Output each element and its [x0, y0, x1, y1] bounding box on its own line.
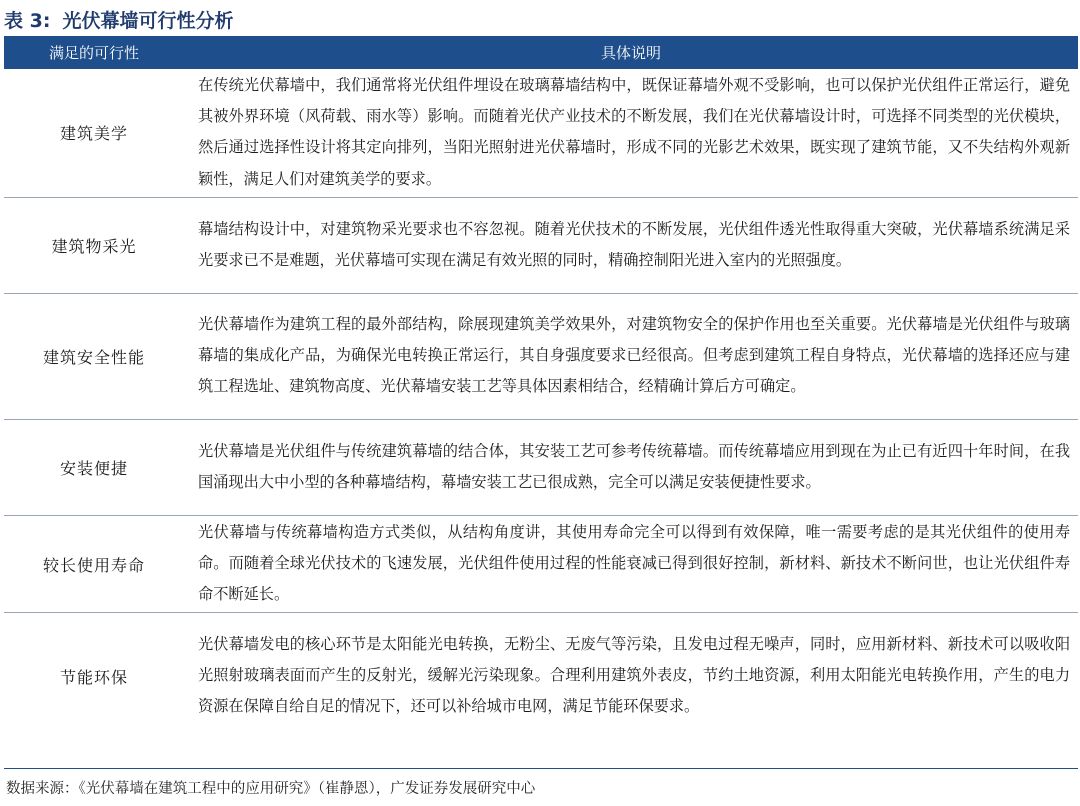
table-caption — [4, 4, 233, 34]
table-row — [4, 419, 1078, 515]
row-name: 安装便捷 — [59, 458, 128, 478]
row-description: 光伏幕墙发电的核心环节是太阳能光电转换，无粉尘、无废气等污染，且发电过程无噪声，同时，应用新材料、新技术可以吸收阳光照射玻璃表面而产生的反射光，缓解光污染现象。合理利用建筑外表皮，节约土地资源，利用太阳能光电转换作用，产生的电力资源在保障自给自足的情况下，还可以补给城市电网，满足节能环保要求。 — [198, 634, 1070, 716]
row-name: 建筑安全性能 — [42, 347, 145, 367]
caption-label: 表 3: — [4, 9, 51, 32]
table-row — [4, 613, 1078, 739]
row-name: 节能环保 — [59, 667, 128, 687]
row-name: 建筑美学 — [59, 124, 128, 144]
data-source: 数据来源：《光伏幕墙在建筑工程中的应用研究》（崔静恩），广发证券发展研究中心 — [6, 781, 536, 797]
row-name: 较长使用寿命 — [42, 555, 145, 575]
row-description: 光伏幕墙是光伏组件与传统建筑幕墙的结合体，其安装工艺可参考传统幕墙。而传统幕墙应用到现在为止已有近四十年时间，在我国涌现出大中小型的各种幕墙结构，幕墙安装工艺已很成熟，完全可以满足安装便捷性要求。 — [198, 441, 1070, 491]
table-row — [4, 293, 1078, 419]
row-name: 建筑物采光 — [51, 236, 137, 256]
row-description: 幕墙结构设计中，对建筑物采光要求也不容忽视。随着光伏技术的不断发展，光伏组件透光性取得重大突破，光伏幕墙系统满足采光要求已不是难题，光伏幕墙可实现在满足有效光照的同时，精确控制阳光进入室内的光照强度。 — [198, 219, 1070, 269]
row-description: 光伏幕墙与传统幕墙构造方式类似，从结构角度讲，其使用寿命完全可以得到有效保障，唯一需要考虑的是其光伏组件的使用寿命。而随着全球光伏技术的飞速发展，光伏组件使用过程的性能衰减已得到很好控制，新材料、新技术不断问世，也让光伏组件寿命不断延长。 — [198, 522, 1070, 604]
table-row — [4, 197, 1078, 293]
footer-divider — [4, 768, 1078, 769]
table-row — [4, 515, 1078, 613]
feasibility-table — [4, 36, 1078, 739]
table-header-row — [4, 36, 1078, 69]
row-description: 光伏幕墙作为建筑工程的最外部结构，除展现建筑美学效果外，对建筑物安全的保护作用也至关重要。光伏幕墙是光伏组件与玻璃幕墙的集成化产品，为确保光电转换正常运行，其自身强度要求已经很高。但考虑到建筑工程自身特点，光伏幕墙的选择还应与建筑工程选址、建筑物高度、光伏幕墙安装工艺等具体因素相结合，经精确计算后方可确定。 — [198, 315, 1070, 396]
table-row — [4, 69, 1078, 197]
row-description: 在传统光伏幕墙中，我们通常将光伏组件埋设在玻璃幕墙结构中，既保证幕墙外观不受影响，也可以保护光伏组件正常运行，避免其被外界环境（风荷载、雨水等）影响。而随着光伏产业技术的不断发展，我们在光伏幕墙设计时，可选择不同类型的光伏模块，然后通过选择性设计将其定向排列，当阳光照射进光伏幕墙时，形成不同的光影艺术效果，既实现了建筑节能，又不失结构外观新颖性，满足人们对建筑美学的要求。 — [198, 76, 1070, 188]
header-feasibility: 满足的可行性 — [4, 36, 184, 69]
caption-title: 光伏幕墙可行性分析 — [62, 9, 234, 32]
header-description: 具体说明 — [184, 36, 1078, 69]
